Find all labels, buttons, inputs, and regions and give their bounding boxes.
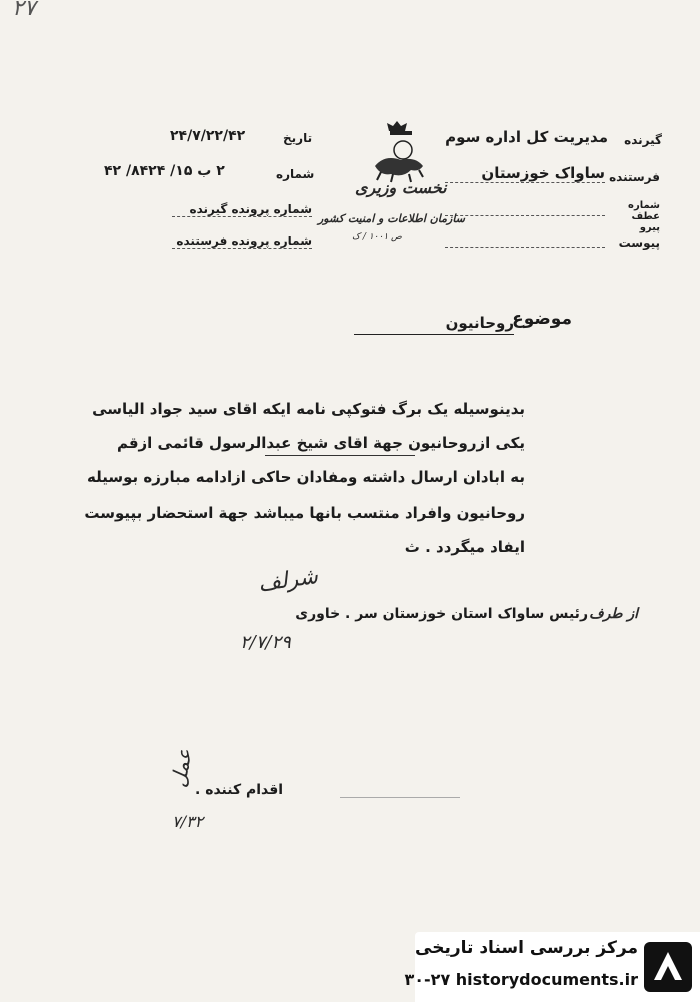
- sender-file-label: شماره پرونده فرستنده: [172, 234, 312, 249]
- attachment-line: [445, 247, 605, 248]
- body-line-5: ایفاد میگردد . ث: [404, 538, 525, 556]
- signature-title: رئیس ساواک استان خوزستان سر . خاوری: [295, 606, 588, 622]
- date-value: ۲۴/۷/۲۲/۴۲: [170, 128, 246, 144]
- body-line-1: بدینوسیله یک برگ فتوکپی نامه ایکه اقای سید جواد الیاسی: [92, 400, 525, 418]
- body-underline: [265, 455, 415, 456]
- action-label: اقدام کننده .: [195, 782, 284, 798]
- crest-subtitle: سازمان اطلاعات و امنیت کشور: [318, 212, 465, 225]
- archive-watermark: [404, 932, 700, 1002]
- number-value: ۲ ب ۱۵/ ۸۴۲۴/ ۴۲: [104, 163, 225, 179]
- subject-value: روحانیون: [354, 314, 514, 335]
- reference-line: [445, 215, 605, 216]
- watermark-code: ۳۰-۲۷: [404, 970, 451, 989]
- watermark-title: مرکز بررسی اسناد تاریخی: [415, 938, 638, 958]
- reference-label: شماره عطف پیرو: [628, 200, 660, 233]
- corner-page-number: ۲۷: [12, 0, 36, 21]
- recipient-value: مدیریت کل اداره سوم: [445, 128, 608, 146]
- sender-value: ساواک خوزستان: [445, 164, 605, 183]
- watermark-url: historydocuments.ir: [455, 970, 638, 989]
- sender-label: فرستنده: [609, 170, 660, 184]
- number-label: شماره: [276, 167, 315, 181]
- recipient-label: گیرنده: [624, 133, 662, 147]
- signature-date: ۲/۷/۲۹: [240, 632, 291, 653]
- signature-handwritten: شرلف: [256, 563, 320, 598]
- archive-logo-icon: [642, 940, 694, 994]
- subject-label: موضوع: [512, 309, 572, 329]
- body-line-4: روحانیون وافراد منتسب بانها میباشد جهة استحضار بپیوست: [84, 504, 525, 522]
- date-label: تاریخ: [283, 131, 313, 145]
- body-line-3: به ابادان ارسال داشته ومفادان حاکی ازادامه مبارزه بوسیله: [86, 468, 525, 486]
- signature-prefix: از طرف: [589, 606, 638, 622]
- action-line: [340, 797, 460, 798]
- crest-title: نخست وزیری: [355, 178, 447, 197]
- body-line-2: یکی ازروحانیون جهة اقای شیخ عبدالرسول قائمی ازقم: [116, 434, 525, 452]
- attachment-label: پیوست: [618, 236, 660, 250]
- crest-code: ص ۱۰۰۱ / ک: [352, 232, 402, 242]
- action-date: ۷/۳۲: [172, 812, 204, 831]
- recipient-file-label: شماره پرونده گیرنده: [172, 202, 312, 217]
- action-signature: عمل: [166, 746, 197, 790]
- watermark-site: [405, 970, 639, 989]
